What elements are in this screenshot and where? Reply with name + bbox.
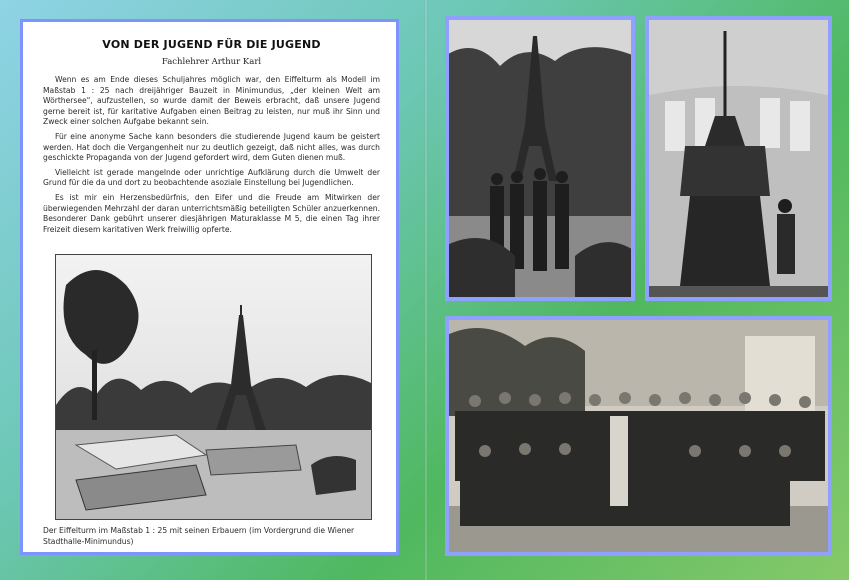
article-author: Fachlehrer Arthur Karl [161,57,262,67]
group-photo [445,316,832,556]
article-paragraph: Es ist mir ein Herzensbedürfnis, den Eifer und die Freude am Mitwirken der überwiegenden Mehrzahl der daran unterrichtsmäßig beteiligten Schüler anzuerkennen. Besonderer Dank gebührt unserer diesjährigen Maturaklasse M 5, die einen Tag ihrer Freizeit diesem karitativen Werk freiwillig opferte. [43,192,380,234]
tower-top-photo-drawing [645,16,832,301]
builders-photo-drawing [445,16,635,301]
eiffel-model-photo [55,254,372,520]
article-paragraph: Für eine anonyme Sache kann besonders die studierende Jugend kaum be geistert werden. Hat doch die Vergangenheit nur zu deutlich gezeigt, daß nicht alles, was durch geschickte Propaganda von der Jugend gefordert wird, dem Guten dienen muß. [43,131,380,163]
tower-top-photo [645,16,832,301]
page-spine [424,0,428,580]
article-page [20,19,399,555]
article-paragraph: Wenn es am Ende dieses Schuljahres möglich war, den Eiffelturm als Modell im Maßstab 1 : 25 nach dreijähriger Bauzeit in Minimundus, „der kleinen Welt am Wörthersee", aufzustellen, so wurde damit der Beweis erbracht, daß unsere Jugend gerne bereit ist, für karitative Aufgaben einen Beitrag zu leisten, nur muß ihr Sinn und Zweck einer solchen Aufgabe bekannt sein. [43,75,380,127]
article-paragraph: Vielleicht ist gerade mangelnde oder unrichtige Aufklärung durch die Umwelt der Grund für die da und dort zu beobachtende asoziale Einstellung bei Jugendlichen. [43,167,380,188]
article-title: VON DER JUGEND FÜR DIE JUGEND [102,38,321,51]
builders-photo [445,16,635,301]
photo-caption: Der Eiffelturm im Maßstab 1 : 25 mit seinen Erbauern (im Vordergrund die Wiener Stadthalle-Minimundus) [43,526,355,546]
group-photo-drawing [445,316,832,556]
eiffel-model-photo-drawing [56,255,371,519]
